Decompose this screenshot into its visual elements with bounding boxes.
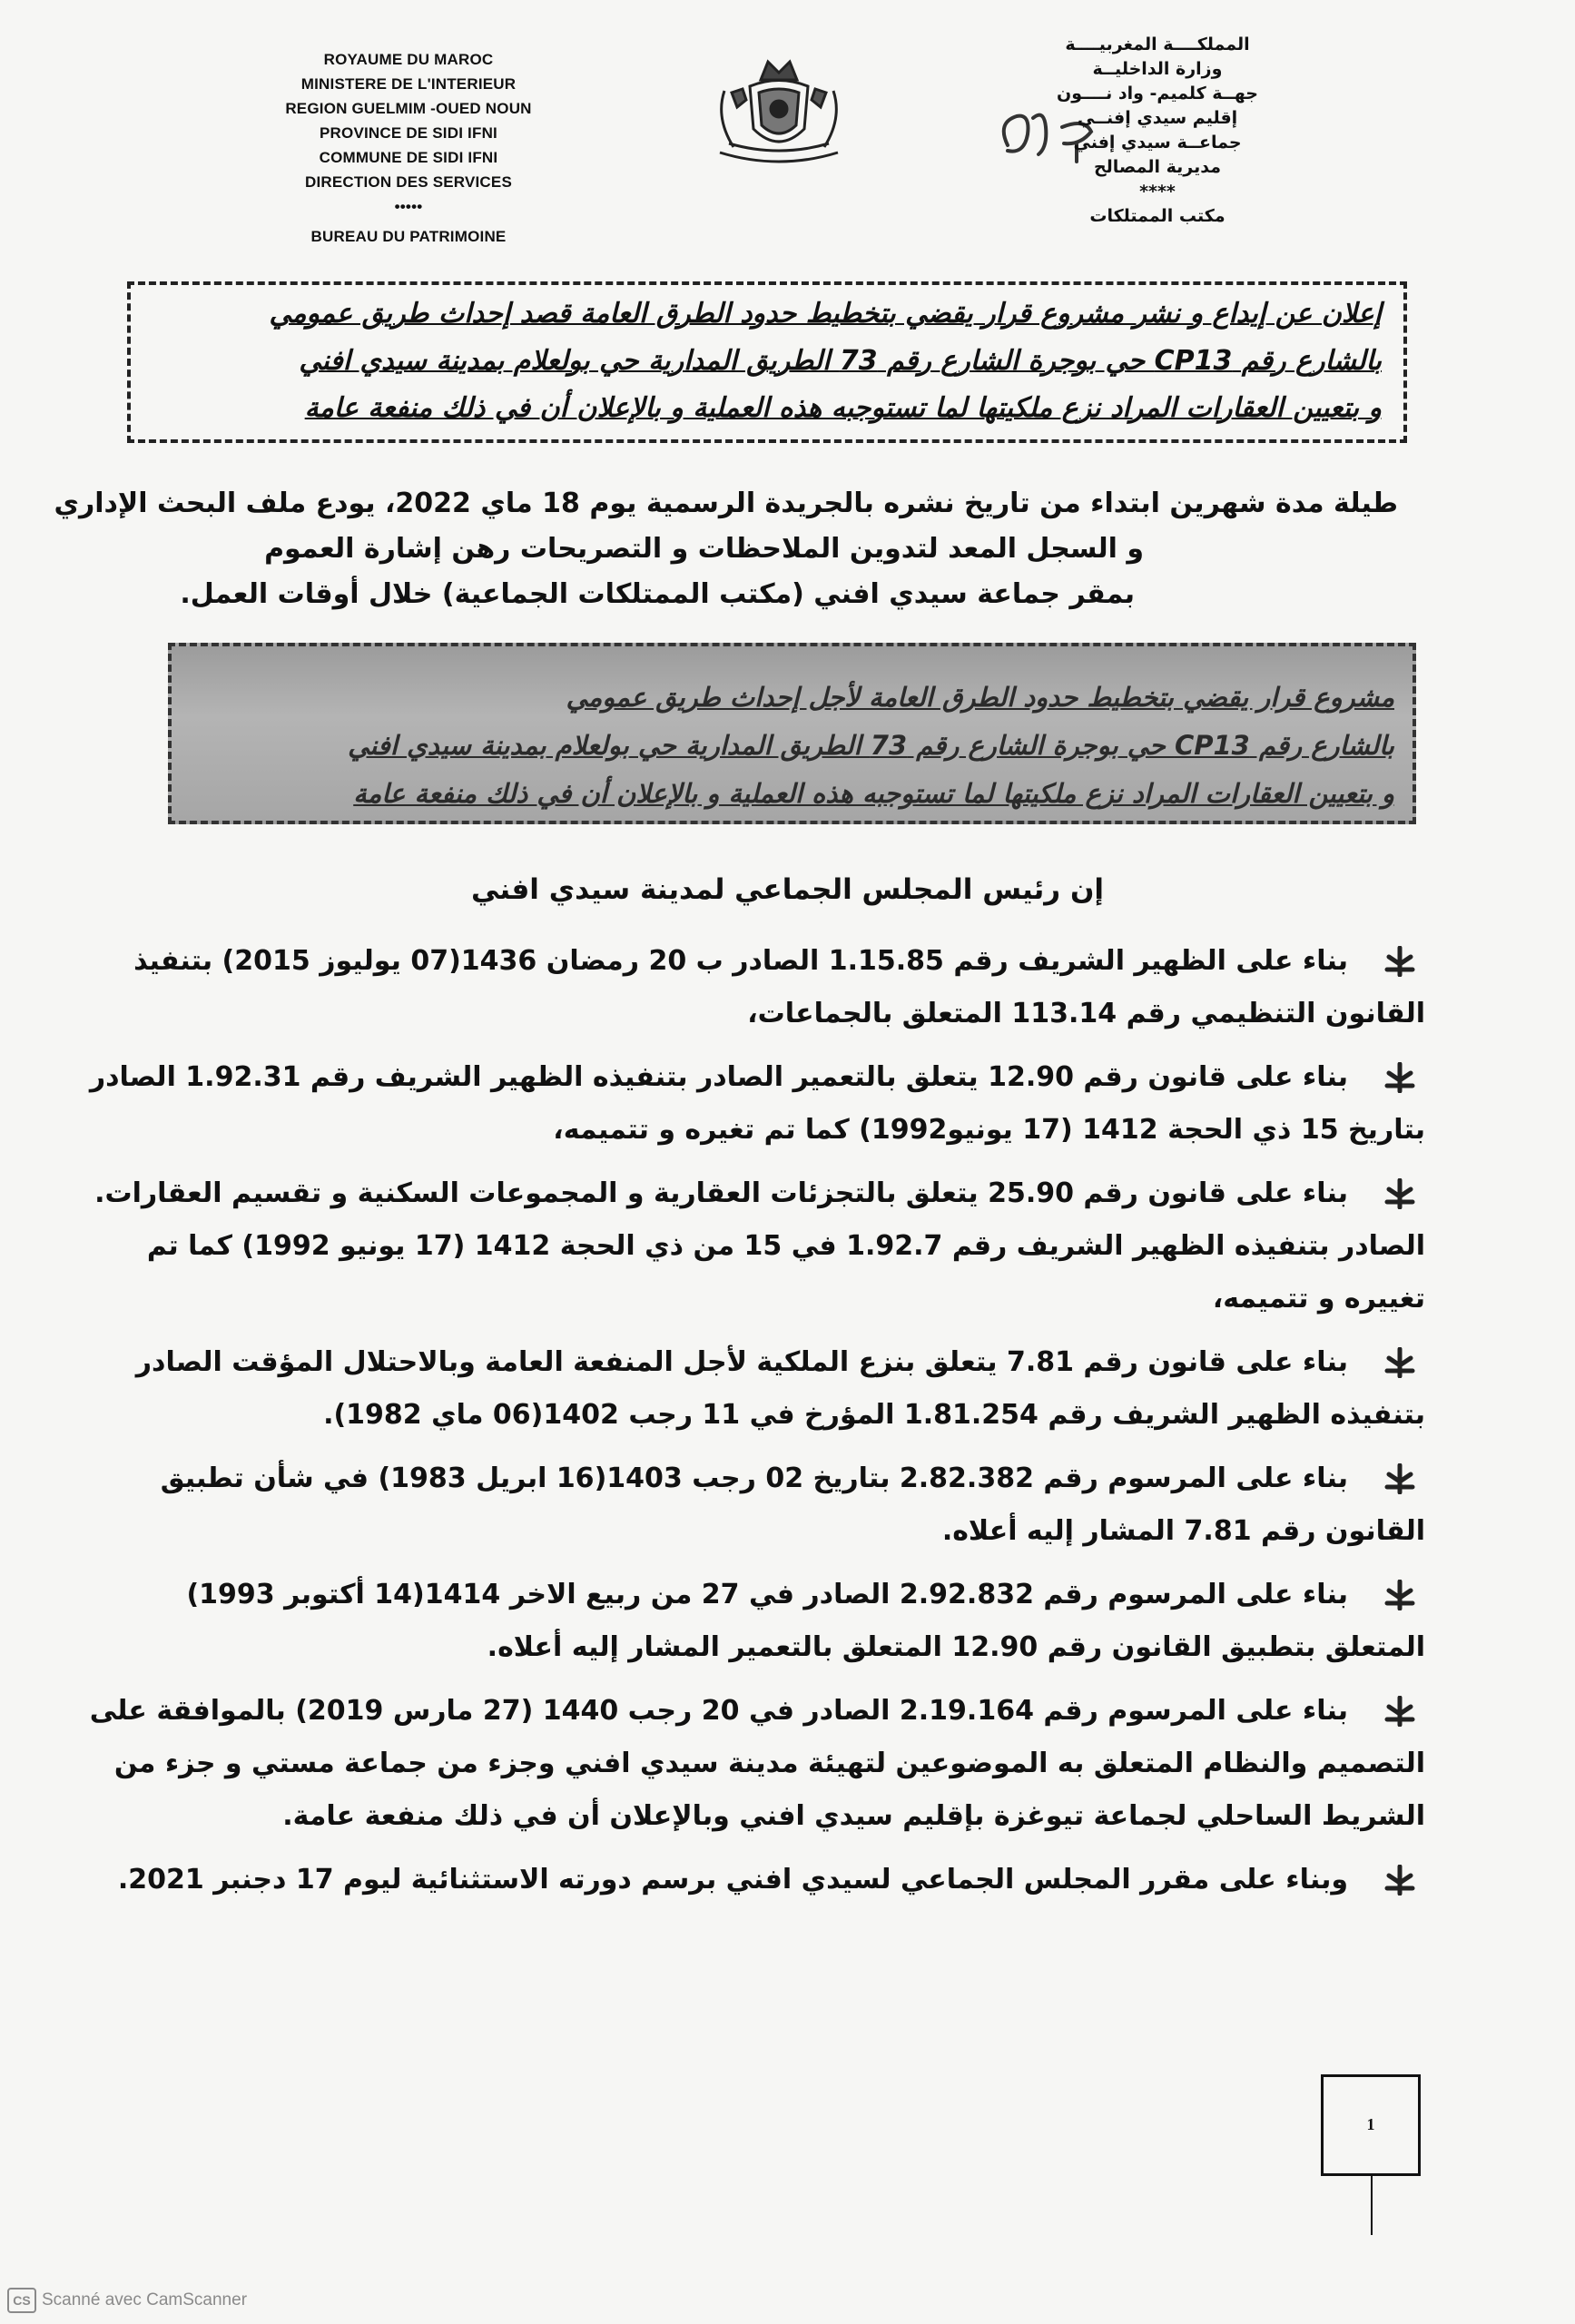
bullet-ornament-icon [1382, 1580, 1418, 1610]
clause-line: وبناء على مقرر المجلس الجماعي لسيدي افني برسم دورته الاستثنائية ليوم 17 دجنبر 2021. [117, 1864, 1348, 1896]
header-fr-line: MINISTERE DE L'INTERIEUR [300, 75, 517, 93]
clause-line: بتاريخ 15 ذي الحجة 1412 (17 يونيو1992) كما تم تغيره و تتميمه، [553, 1114, 1425, 1146]
clause-line: بناء على قانون رقم 12.90 يتعلق بالتعمير الصادر بتنفيذه الظهير الشريف رقم 1.92.31 الصادر [89, 1061, 1348, 1093]
header-ar-line: مديرية المصالح [1093, 157, 1222, 177]
header-ar-line: المملكــــة المغربيــــة [1065, 34, 1250, 54]
header-ar-line: إقليم سيدي إفنــي [1077, 108, 1238, 128]
header-ar-line: جماعــة سيدي إفني [1073, 133, 1242, 153]
clause-line: بناء على المرسوم رقم 2.19.164 الصادر في 20 رجب 1440 (27 مارس 2019) بالموافقة على [89, 1695, 1348, 1727]
clause-line: بناء على قانون رقم 25.90 يتعلق بالتجزئات العقارية و المجموعات السكنية و تقسيم العقارات. [94, 1177, 1348, 1209]
intro-line: بمقر جماعة سيدي افني (مكتب الممتلكات الجماعية) خلال أوقات العمل. [180, 578, 1135, 610]
camscanner-logo-icon: CS [7, 2288, 36, 2313]
intro-line: و السجل المعد لتدوين الملاحظات و التصريحات رهن إشارة العموم [264, 533, 1144, 565]
project-title-box [168, 643, 1416, 824]
notice-title-line: و بتعيين العقارات المراد نزع ملكيتها لما تستوجبه هذه العملية و بالإعلان أن في ذلك منفعة عامة [304, 392, 1382, 424]
president-heading: إن رئيس المجلس الجماعي لمدينة سيدي افني [470, 873, 1105, 906]
clause-line: التصميم والنظام المتعلق به الموضوعين لتهيئة مدينة سيدي افني وجزء من جماعة مستي و جزء من [113, 1748, 1425, 1779]
legal-basis-list [89, 935, 1425, 1917]
clause-line: تغييره و تتميمه، [1212, 1283, 1425, 1315]
bullet-ornament-icon [1382, 946, 1418, 977]
bullet-ornament-icon [1382, 1865, 1418, 1896]
clause-line: القانون رقم 7.81 المشار إليه أعلاه. [941, 1515, 1425, 1547]
project-title-line: و بتعيين العقارات المراد نزع ملكيتها لما تستوجبه هذه العملية و بالإعلان أن في ذلك منفعة عامة [353, 778, 1394, 809]
header-fr-line: REGION GUELMIM -OUED NOUN [285, 100, 532, 117]
project-title-line: بالشارع رقم CP13 حي بوجرة الشارع رقم 73 الطريق المدارية حي بولعلام بمدينة سيدي افني [348, 730, 1394, 761]
scanner-text: Scanné avec CamScanner [42, 2290, 248, 2310]
header-fr-line: COMMUNE DE SIDI IFNI [319, 149, 498, 166]
clause-line: المتعلق بتطبيق القانون رقم 12.90 المتعلق بالتعمير المشار إليه أعلاه. [487, 1631, 1425, 1663]
bullet-ornament-icon [1382, 1347, 1418, 1378]
notice-title-box [127, 281, 1407, 443]
clause-line: الصادر بتنفيذه الظهير الشريف رقم 1.92.7 في 15 من ذي الحجة 1412 (17 يونيو 1992) كما تم [146, 1230, 1425, 1262]
header-french [209, 47, 608, 249]
header-fr-line: ••••• [394, 198, 423, 215]
clause-line: بناء على المرسوم رقم 2.82.382 بتاريخ 02 رجب 1403(16 ابريل 1983) في شأن تطبيق [160, 1462, 1348, 1494]
bullet-ornament-icon [1382, 1178, 1418, 1209]
header-ar-line: **** [1139, 182, 1176, 202]
bullet-ornament-icon [1382, 1062, 1418, 1093]
clause-line: القانون التنظيمي رقم 113.14 المتعلق بالجماعات، [747, 998, 1425, 1029]
legal-clause [89, 1685, 1425, 1843]
header-ar-line: مكتب الممتلكات [1089, 206, 1226, 226]
page-number-stem [1371, 2176, 1373, 2235]
intro-line: طيلة مدة شهرين ابتداء من تاريخ نشره بالجريدة الرسمية يوم 18 ماي 2022، يودع ملف البحث الإداري [54, 487, 1398, 519]
legal-clause [150, 1452, 1425, 1558]
header-fr-line: PROVINCE DE SIDI IFNI [320, 124, 497, 142]
header-arabic [962, 33, 1353, 229]
legal-clause [135, 1336, 1425, 1442]
intro-paragraph [54, 481, 1398, 617]
header-ar-line: وزارة الداخليــة [1092, 59, 1223, 79]
notice-title-line: بالشارع رقم CP13 حي بوجرة الشارع رقم 73 الطريق المدارية حي بولعلام بمدينة سيدي افني [299, 345, 1382, 377]
bullet-ornament-icon [1382, 1463, 1418, 1494]
header-fr-line: DIRECTION DES SERVICES [305, 173, 512, 191]
clause-line: الشريط الساحلي لجماعة تيوغزة بإقليم سيدي افني وبالإعلان أن في ذلك منفعة عامة. [282, 1800, 1425, 1832]
legal-clause [117, 1854, 1425, 1906]
clause-line: بتنفيذه الظهير الشريف رقم 1.81.254 المؤرخ في 11 رجب 1402(06 ماي 1982). [323, 1399, 1425, 1431]
clause-line: بناء على المرسوم رقم 2.92.832 الصادر في 27 من ربيع الاخر 1414(14 أكتوبر 1993) [186, 1579, 1348, 1610]
legal-clause [133, 935, 1425, 1040]
header-ar-line: جهــة كلميم- واد نــــون [1057, 84, 1258, 103]
legal-clause [150, 1569, 1425, 1674]
clause-line: بناء على قانون رقم 7.81 يتعلق بنزع الملكية لأجل المنفعة العامة وبالاحتلال المؤقت الصادر [135, 1346, 1348, 1378]
project-title-line: مشروع قرار يقضي بتخطيط حدود الطرق العامة لأجل إحداث طريق عمومي [566, 682, 1394, 713]
page-number: 1 [1321, 2074, 1421, 2176]
legal-clause [94, 1167, 1425, 1325]
notice-title-line: إعلان عن إيداع و نشر مشروع قرار يقضي بتخطيط حدود الطرق العامة قصد إحداث طريق عمومي [269, 298, 1382, 330]
legal-clause [89, 1051, 1425, 1157]
royal-emblem-icon [706, 45, 851, 168]
header-fr-line: BUREAU DU PATRIMOINE [310, 228, 507, 245]
bullet-ornament-icon [1382, 1696, 1418, 1727]
clause-line: بناء على الظهير الشريف رقم 1.15.85 الصادر ب 20 رمضان 1436(07 يوليوز 2015) بتنفيذ [133, 945, 1348, 977]
header-fr-line: ROYAUME DU MAROC [323, 51, 494, 68]
scanner-watermark [7, 2288, 247, 2315]
